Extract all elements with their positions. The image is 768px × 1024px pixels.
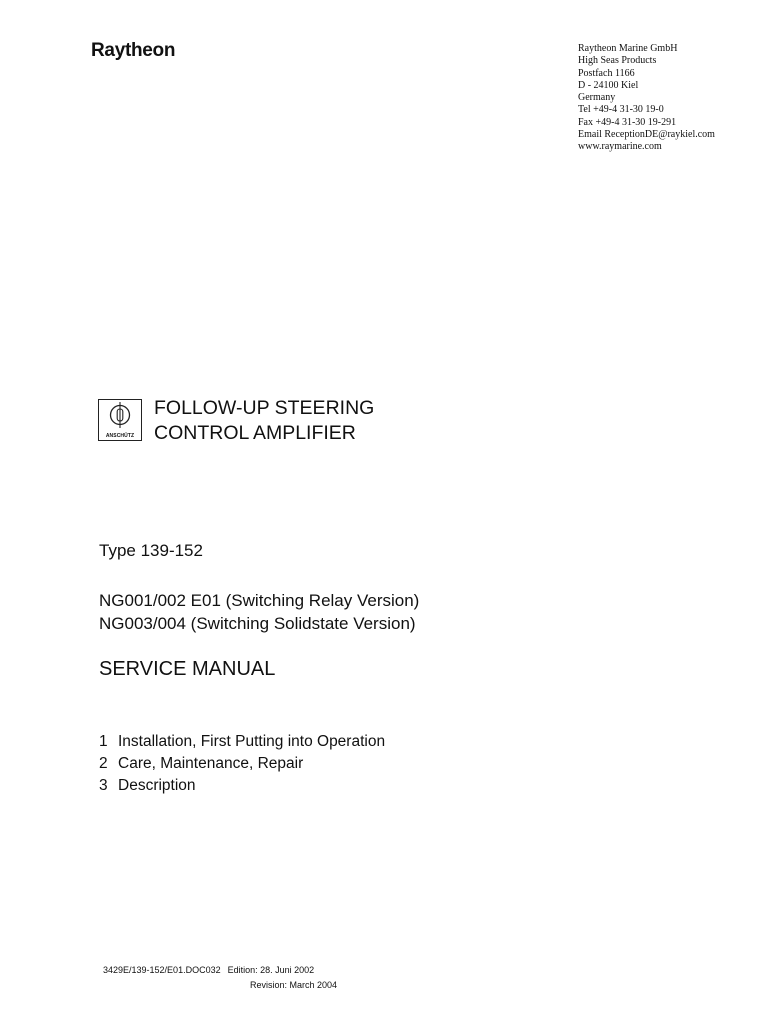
section-item <box>99 775 385 797</box>
address-line-email: Email ReceptionDE@raykiel.com <box>578 129 715 141</box>
raytheon-logo: Raytheon <box>91 40 176 61</box>
company-address <box>578 43 715 154</box>
anschuetz-logo-icon <box>98 399 142 441</box>
address-line-country: Germany <box>578 92 616 104</box>
address-line-fax: Fax +49-4 31-30 19-291 <box>578 116 677 128</box>
section-number: 2 <box>99 754 108 772</box>
revision-date: Revision: March 2004 <box>250 980 338 990</box>
manual-title: SERVICE MANUAL <box>99 658 276 680</box>
section-label: Description <box>118 776 196 794</box>
title-line-1: FOLLOW-UP STEERING <box>154 397 375 419</box>
address-line-phone: Tel +49-4 31-30 19-0 <box>578 104 664 116</box>
document-title <box>154 396 374 446</box>
address-line-postbox: Postfach 1166 <box>578 67 635 79</box>
document-title-block <box>98 396 374 446</box>
section-item <box>99 731 385 753</box>
edition-date: Edition: 28. Juni 2002 <box>227 965 315 975</box>
address-line-company: Raytheon Marine GmbH <box>578 43 678 54</box>
address-line-website: www.raymarine.com <box>578 141 662 153</box>
document-id: 3429E/139-152/E01.DOC032 <box>103 965 221 975</box>
section-number: 1 <box>99 733 108 750</box>
version-relay: NG001/002 E01 (Switching Relay Version) <box>99 591 420 610</box>
title-line-2: CONTROL AMPLIFIER <box>154 422 356 444</box>
version-list <box>99 589 419 635</box>
type-label: Type 139-152 <box>99 541 203 560</box>
version-solidstate: NG003/004 (Switching Solidstate Version) <box>99 614 416 633</box>
emblem-text: ANSCHÜTZ <box>105 433 135 439</box>
document-footer <box>103 963 337 993</box>
address-line-division: High Seas Products <box>578 55 657 67</box>
section-item <box>99 753 385 775</box>
section-list <box>99 731 385 796</box>
section-label: Installation, First Putting into Operation <box>118 733 386 750</box>
section-label: Care, Maintenance, Repair <box>118 754 304 772</box>
address-line-city: D - 24100 Kiel <box>578 79 639 91</box>
section-number: 3 <box>99 776 108 794</box>
